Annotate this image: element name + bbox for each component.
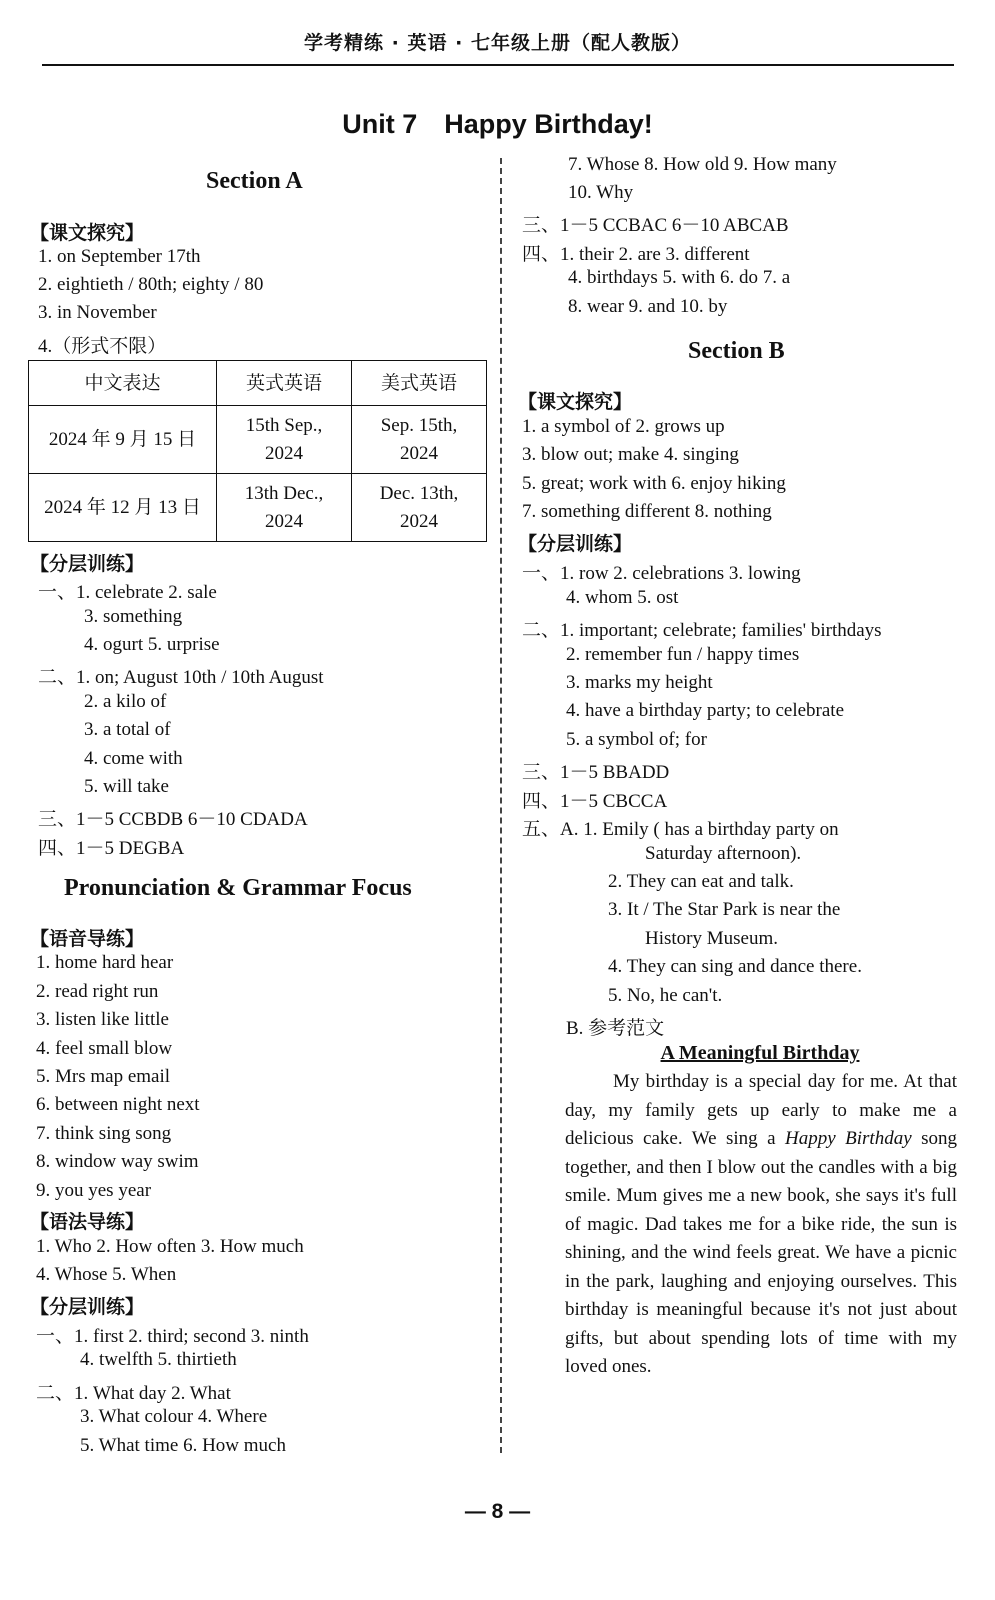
answer-line: B. 参考范文: [566, 1018, 665, 1039]
kewen-line: 7. something different 8. nothing: [522, 501, 772, 522]
answer-line: 4. twelfth 5. thirtieth: [80, 1349, 237, 1370]
answer-line: 10. Why: [568, 182, 634, 203]
kewen-line: 1. a symbol of 2. grows up: [522, 416, 725, 437]
answer-line: 4. have a birthday party; to celebrate: [566, 700, 845, 721]
answer-line: 5. What time 6. How much: [80, 1435, 286, 1456]
essay-text: My birthday is a special day for me. At that day, my family gets up early to make me a delicious cake. We sing a: [565, 1071, 957, 1149]
kewen-heading-b: 【课文探究】: [518, 391, 633, 413]
yufa-heading: 【语法导练】: [30, 1211, 145, 1233]
answer-line: 7. Whose 8. How old 9. How many: [568, 154, 837, 175]
answer-line: 4. birthdays 5. with 6. do 7. a: [568, 267, 791, 288]
answer-line: 四、1－5 DEGBA: [38, 838, 185, 859]
page-number: — 8 —: [464, 1500, 531, 1523]
answer-line: 四、1. their 2. are 3. different: [522, 244, 750, 265]
table-header: 中文表达: [29, 361, 217, 406]
answer-line: 5. No, he can't.: [608, 985, 723, 1006]
phonics-line: 4. feel small blow: [36, 1038, 173, 1059]
kewen-heading: 【课文探究】: [30, 222, 145, 244]
answer-line: 4. whom 5. ost: [566, 587, 679, 608]
phonics-line: 8. window way swim: [36, 1151, 199, 1172]
phonics-line: 2. read right run: [36, 981, 159, 1002]
answer-line: 4. come with: [84, 748, 183, 769]
phonics-line: 1. home hard hear: [36, 952, 174, 973]
answer-line: 一、1. first 2. third; second 3. ninth: [36, 1326, 309, 1347]
fenceng-heading: 【分层训练】: [30, 553, 145, 575]
phonics-line: 6. between night next: [36, 1094, 200, 1115]
answer-line: 3. What colour 4. Where: [80, 1406, 268, 1427]
answer-line: Saturday afternoon).: [645, 843, 802, 864]
answer-line: 二、1. What day 2. What: [36, 1383, 231, 1404]
essay-text: song together, and then I blow out the candles with a big smile. Mum gives me a new book, she says it's full of magic. Dad takes me for a bike ride, the sun is shining, and the wind feels great. We have a picnic in the park, laughing and enjoying ourselves. This birthday is meaningful because it's not just about gifts, but about spending lots of time with my loved ones.: [565, 1128, 957, 1377]
table-cell: Sep. 15th, 2024: [352, 406, 487, 474]
book-header: 学考精练 · 英语 · 七年级上册（配人教版）: [304, 32, 691, 54]
header-rule: [42, 64, 954, 66]
table-header: 英式英语: [217, 361, 352, 406]
kewen-line: 3. blow out; make 4. singing: [522, 444, 739, 465]
answer-line: 五、A. 1. Emily ( has a birthday party on: [522, 819, 839, 840]
column-divider: [500, 158, 502, 1453]
yuyin-heading: 【语音导练】: [30, 928, 145, 950]
table-cell: 13th Dec., 2024: [217, 474, 352, 542]
phonics-line: 3. listen like little: [36, 1009, 169, 1030]
answer-line: 四、1－5 CBCCA: [522, 791, 668, 812]
essay-song-title: Happy Birthday: [785, 1128, 912, 1149]
fenceng-heading-b: 【分层训练】: [518, 533, 633, 555]
answer-line: 4. They can sing and dance there.: [608, 956, 862, 977]
answer-line: 2. They can eat and talk.: [608, 871, 794, 892]
pron-grammar-title: Pronunciation & Grammar Focus: [64, 875, 412, 901]
answer-line: 三、1－5 CCBAC 6－10 ABCAB: [522, 215, 789, 236]
section-b-title: Section B: [688, 338, 785, 364]
table-cell: 15th Sep., 2024: [217, 406, 352, 474]
answer-line: 3. It / The Star Park is near the: [608, 899, 841, 920]
phonics-line: 9. you yes year: [36, 1180, 152, 1201]
model-essay: [565, 1068, 957, 1382]
table-cell: 2024 年 9 月 15 日: [29, 406, 217, 474]
fenceng2-heading: 【分层训练】: [30, 1296, 145, 1318]
section-a-title: Section A: [206, 168, 303, 194]
kewen-line: 3. in November: [38, 302, 157, 323]
table-cell: 2024 年 12 月 13 日: [29, 474, 217, 542]
essay-title: A Meaningful Birthday: [660, 1042, 860, 1064]
kewen-line: 1. on September 17th: [38, 246, 201, 267]
grammar-line: 1. Who 2. How often 3. How much: [36, 1236, 304, 1257]
answer-line: 二、1. on; August 10th / 10th August: [38, 667, 324, 688]
table-header: 美式英语: [352, 361, 487, 406]
answer-line: 一、1. row 2. celebrations 3. lowing: [522, 563, 801, 584]
answer-line: 3. a total of: [84, 719, 171, 740]
grammar-line: 4. Whose 5. When: [36, 1264, 177, 1285]
answer-line: 三、1－5 BBADD: [522, 762, 670, 783]
answer-line: 4. ogurt 5. urprise: [84, 634, 220, 655]
phonics-line: 7. think sing song: [36, 1123, 172, 1144]
answer-line: 2. remember fun / happy times: [566, 644, 800, 665]
date-table: [28, 360, 487, 542]
answer-line: 3. something: [84, 606, 183, 627]
answer-line: 5. will take: [84, 776, 169, 797]
answer-line: 二、1. important; celebrate; families' birthdays: [522, 620, 882, 641]
table-cell: Dec. 13th, 2024: [352, 474, 487, 542]
kewen-line: 5. great; work with 6. enjoy hiking: [522, 473, 786, 494]
answer-line: 一、1. celebrate 2. sale: [38, 582, 217, 603]
phonics-line: 5. Mrs map email: [36, 1066, 171, 1087]
answer-line: 8. wear 9. and 10. by: [568, 296, 728, 317]
unit-title: Unit 7 Happy Birthday!: [342, 109, 653, 139]
answer-line: 5. a symbol of; for: [566, 729, 707, 750]
answer-line: 2. a kilo of: [84, 691, 167, 712]
kewen-line: 2. eightieth / 80th; eighty / 80: [38, 274, 264, 295]
answer-line: History Museum.: [645, 928, 778, 949]
answer-line: 三、1－5 CCBDB 6－10 CDADA: [38, 809, 308, 830]
answer-line: 3. marks my height: [566, 672, 713, 693]
kewen-line: 4.（形式不限）: [38, 336, 167, 357]
